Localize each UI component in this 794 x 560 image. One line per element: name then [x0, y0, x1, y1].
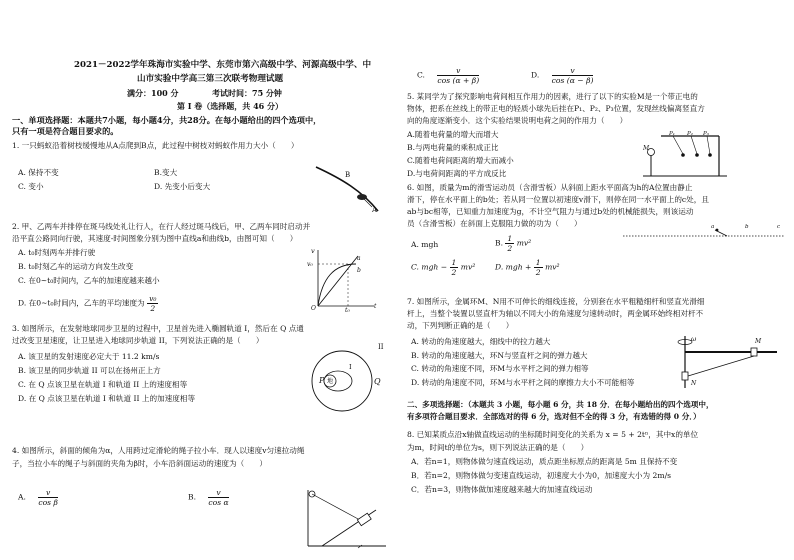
q4-b-num: v: [208, 488, 228, 498]
q7-option-a: A. 转动的角速度越大，细线中的拉力越大: [411, 337, 551, 346]
q7-stem-3: 动，下列判断正确的是（ ）: [407, 321, 514, 330]
q6-option-d: [495, 258, 560, 277]
q2-fig-t0: t₀: [345, 307, 350, 314]
q6-stem-3: ab与bc相等，已知重力加速度为g，不计空气阻力与通过b处的机械能损失，则该运动: [407, 207, 694, 216]
q7-stem-1: 7. 如图所示，金属环M、N用不可伸长的细线连接，分别套在水平粗糙细杆和竖直光滑细: [407, 297, 705, 306]
q6-d-suffix: mv²: [545, 262, 560, 272]
q5-stem-2: 物体，把系在丝线上的带正电的轻质小球先后挂在P₁、P₂、P₃位置，发现丝线偏离竖直方: [407, 104, 705, 113]
section-one-heading: 一、单项选择题：本题共7小题，每小题4分，共28分。在每小题给出的四个选项中，: [12, 115, 322, 125]
q7-option-c: C. 转动的角速度不同，环M与水平杆之间的弹力相等: [411, 364, 589, 373]
q6-stem-1: 6. 如图，质量为m的滑雪运动员（含滑雪板）从斜面上距水平面高为h的A位置由静止: [407, 183, 693, 192]
q2-d-numerator: v₀: [149, 294, 157, 303]
q4-c-fraction: [437, 66, 479, 85]
q4-b-fraction: [208, 488, 228, 507]
q6-option-b: [495, 234, 531, 253]
q1-figure-label-b: B: [345, 171, 351, 179]
q4-a-num: v: [38, 488, 58, 498]
q4-d-fraction: [552, 66, 594, 85]
q2-fig-v0: v₀: [307, 261, 313, 268]
q6-c-suffix: mv²: [460, 262, 476, 272]
q8-option-c: C．若n=3，则物体做加速度越来越大的加速直线运动: [411, 485, 593, 494]
q1-option-a: A. 保持不变: [18, 168, 59, 177]
q6-option-c: [411, 258, 475, 277]
q6-c-prefix: C. mgh −: [411, 262, 448, 272]
q3-option-a: A. 该卫星的发射速度必定大于 11.2 km/s: [18, 352, 160, 361]
q6-d-prefix: D. mgh +: [495, 262, 532, 272]
q1-option-b: B.变大: [154, 168, 178, 177]
q4-a-fraction: [38, 488, 58, 507]
q2-option-c: C. 在0~t₀时间内，乙车的加速度越来越小: [18, 276, 160, 285]
q6-d-num: 1: [535, 258, 541, 267]
q6-fig-c: c: [777, 224, 781, 230]
q2-stem-2: 沿平直公路同向行驶，其速度-时间图象分别为图中直线a和曲线b，由图可知（ ）: [12, 234, 298, 243]
q6-fig-a: a: [711, 224, 715, 230]
q5-option-c: C.随着电荷间距离的增大而减小: [407, 156, 514, 165]
q3-fig-p: P: [319, 376, 325, 385]
q4-c-label: C.: [417, 70, 425, 80]
q4-option-a: [18, 488, 58, 507]
q5-option-d: D.与电荷间距离的平方成反比: [407, 169, 507, 178]
q5-option-b: B.与两电荷量的乘积成正比: [407, 143, 499, 152]
q3-fig-orbit-2: II: [378, 343, 384, 351]
q6-c-fraction: [450, 258, 459, 277]
q5-option-a: A.随着电荷量的增大而增大: [407, 130, 499, 139]
q4-a-label: A.: [18, 492, 26, 502]
q2-fig-t: t: [374, 303, 377, 310]
section-two-heading-1: 二、多项选择题：（本题共 3 小题，每小题 6 分，共 18 分．在每小题给出的四个选项中，: [407, 400, 714, 409]
exam-time: 考试时间：75 分钟: [212, 88, 282, 98]
q4-c-den: cos (α + β): [437, 76, 480, 85]
q1-stem: 1. 一只蚂蚁沿着树枝缓慢地从A点爬到B点，此过程中树枝对蚂蚁作用力大小（ ）: [12, 141, 299, 150]
q7-fig-omega: ω: [691, 335, 697, 343]
q4-option-c: [417, 66, 479, 85]
q5-charge-figure: [639, 128, 729, 180]
part-one-heading: 第 Ⅰ 卷（选择题，共 46 分）: [177, 101, 284, 111]
q6-b-prefix: B.: [495, 238, 503, 248]
q2-option-d: [18, 294, 158, 313]
q3-option-c: C. 在 Q 点该卫星在轨道 I 和轨道 II 上的速度相等: [18, 380, 188, 389]
q6-stem-4: 员（含滑雪板）在斜面上克服阻力做的功为（ ）: [407, 219, 582, 228]
q7-stem-2: 杆上，当整个装置以竖直杆为轴以不同大小的角速度匀速转动时，两金属环始终相对杆不: [407, 309, 704, 318]
q1-option-c: C. 变小: [18, 182, 44, 191]
q1-figure-label-a: A: [372, 206, 378, 214]
exam-title-line1: 2021－2022学年珠海市实验中学、东莞市第六高级中学、河源高级中学、中: [74, 60, 372, 70]
q6-b-suffix: mv²: [516, 238, 532, 248]
q5-stem-3: 向的角度逐渐变小．这个实验结果说明电荷之间的作用力（ ）: [407, 116, 628, 125]
q8-option-a: A．若n=1，则物体做匀速直线运动，质点距坐标原点的距离是 5m 且保持不变: [411, 457, 678, 466]
q7-ring-figure: [669, 334, 781, 390]
q6-c-den: 2: [451, 268, 457, 277]
q1-option-d: D. 先变小后变大: [154, 182, 211, 191]
q4-a-den: cos β: [38, 498, 58, 507]
q7-fig-m: M: [755, 338, 762, 345]
q6-b-den: 2: [507, 244, 513, 253]
q2-d-denominator: 2: [150, 304, 156, 313]
q6-slope-figure: [621, 226, 787, 240]
q4-d-num: v: [552, 66, 594, 76]
q5-fig-m: M: [643, 145, 650, 152]
q6-d-den: 2: [535, 268, 541, 277]
q2-fig-origin: O: [311, 305, 316, 312]
q5-fig-p2: P₂: [687, 131, 693, 137]
q6-stem-2: 滑下，停在水平面上的b处；若从同一位置以初速度v滑下，则停在同一水平面上的c处，且: [407, 195, 709, 204]
q7-fig-n: N: [691, 380, 697, 387]
q2-stem-1: 2. 甲、乙两车并排停在斑马线处礼让行人，在行人经过斑马线后，甲、乙两车同时启动并: [12, 222, 311, 231]
q3-fig-orbit-1: I: [349, 363, 352, 371]
q2-fig-a: a: [357, 255, 361, 262]
q8-option-b: B．若n=2，则物体做匀变速直线运动，初速度大小为0，加速度大小为 2m/s: [411, 471, 672, 480]
q6-fig-b: b: [745, 224, 749, 230]
q2-option-d-text: D. 在0~t₀时间内，乙车的平均速度为: [18, 298, 145, 308]
q4-pulley-figure: [298, 488, 390, 550]
q8-stem-2: 为m，时间t的单位为s，则下列说法正确的是（ ）: [407, 443, 589, 452]
q3-fig-earth: 地: [327, 378, 334, 385]
full-score: 满分：100 分: [127, 88, 179, 98]
q6-d-fraction: [534, 258, 543, 277]
q2-fig-b: b: [357, 267, 361, 274]
q4-stem-2: 子，当拉小车的绳子与斜面的夹角为β时，小车沿斜面运动的速度为（ ）: [12, 459, 267, 468]
q2-option-d-fraction: [147, 294, 158, 313]
section-one-heading-2: 只有一项是符合题目要求的。: [12, 126, 119, 136]
q6-c-num: 1: [451, 258, 457, 267]
q2-option-b: B. t₀时刻乙车的运动方向发生改变: [18, 262, 134, 271]
q6-b-num: 1: [507, 234, 513, 243]
q2-vt-graph: [308, 248, 378, 310]
q4-d-den: cos (α − β): [551, 76, 594, 85]
q8-stem-1: 8. 已知某质点沿x轴做直线运动的坐标随时间变化的关系为 x = 5 + 2tⁿ，其中x的单位: [407, 430, 699, 439]
section-two-heading-2: 有多项符合题目要求．全部选对的得 6 分，选对但不全的得 3 分，有选错的得 0 分．）: [407, 412, 701, 421]
q7-option-b: B. 转动的角速度越大，环N与竖直杆之间的弹力越大: [411, 351, 588, 360]
q4-stem-1: 4. 如图所示，斜面的倾角为α，人用跨过定滑轮的绳子拉小车．现人以速度v匀速拉动绳: [12, 446, 305, 455]
q5-stem-1: 5. 某同学为了探究影响电荷间相互作用力的因素，进行了以下的实验M是一个带正电的: [407, 92, 698, 101]
q1-branch-figure: [312, 163, 392, 215]
q6-b-fraction: [505, 234, 514, 253]
q7-option-d: D. 转动的角速度不同，环M与水平杆之间的摩擦力大小不可能相等: [411, 378, 635, 387]
q3-stem-2: 过改变卫星速度，让卫星进入地球同步轨道 II，下列说法正确的是（ ）: [12, 336, 264, 345]
q3-fig-q: Q: [374, 377, 381, 386]
q4-b-den: cos α: [208, 498, 229, 507]
q4-d-label: D.: [531, 70, 540, 80]
q6-option-a: A. mgh: [411, 240, 439, 249]
q2-option-a: A. t₀时刻两车并排行驶: [18, 248, 96, 257]
q4-b-label: B.: [188, 492, 196, 502]
q3-stem-1: 3. 如图所示，在发射地球同步卫星的过程中，卫星首先进入椭圆轨道 I，然后在 Q 点通: [12, 324, 304, 333]
q4-c-num: v: [437, 66, 479, 76]
q4-option-b: [188, 488, 229, 507]
q5-fig-p1: P₁: [669, 131, 675, 137]
q3-option-b: B. 该卫星的同步轨道 II 可以在扬州正上方: [18, 366, 161, 375]
q3-option-d: D. 在 Q 点该卫星在轨道 I 和轨道 II 上的加速度相等: [18, 394, 196, 403]
q5-fig-p3: P₃: [703, 131, 709, 137]
exam-title-line2: 山市实验中学高三第三次联考物理试题: [137, 74, 284, 84]
q2-fig-v: v: [311, 247, 315, 255]
q4-option-d: [531, 66, 593, 85]
